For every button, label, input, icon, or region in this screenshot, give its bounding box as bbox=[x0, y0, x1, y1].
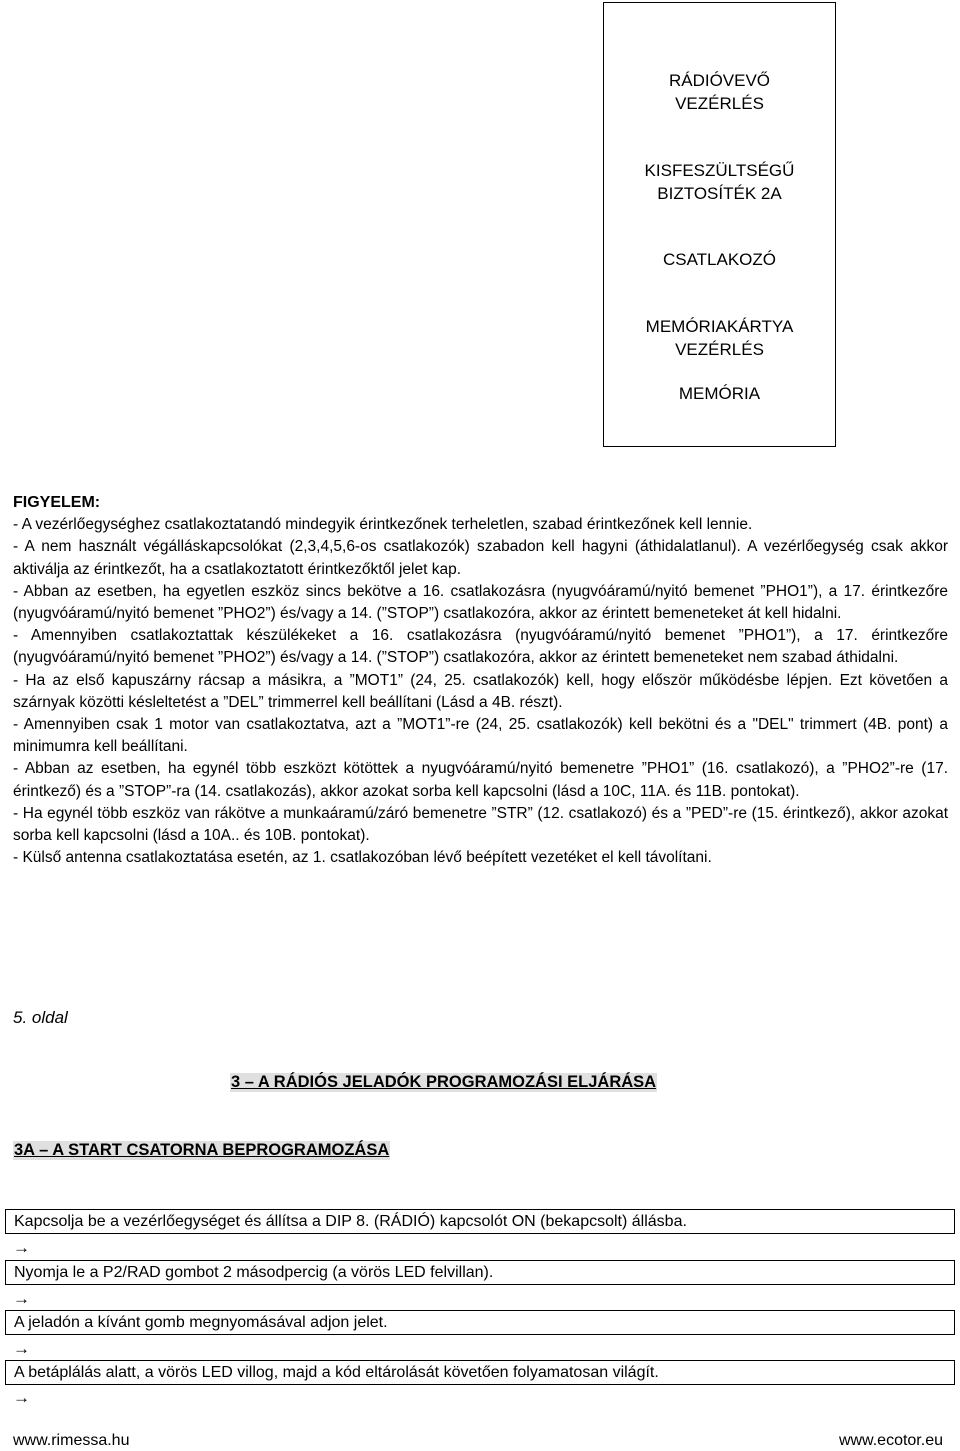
note-paragraph: - Amennyiben csatlakoztattak készülékeket a 16. csatlakozásra (nyugvóáramú/nyitó bemenet ”PHO1”), a 17. érintkezőre (nyugvóáramú/nyitó bemenet ”PHO2”) és/vagy a 14. (”STOP”) csatlakozóra, akkor az érintett bemeneteket nem szabad áthidalni. bbox=[13, 627, 948, 667]
diagram-label-box bbox=[603, 2, 836, 447]
step-box-4: A betáplálás alatt, a vörös LED villog, majd a kód eltárolását követően folyamatosan világít. bbox=[5, 1360, 955, 1385]
note-paragraph: - Ha egynél több eszköz van rákötve a munkaáramú/záró bemenetre ”STR” (12. csatlakozó) és a ”PED”-re (15. érintkező), akkor azokat sorba kell kapcsolni (lásd a 10A.. és 10B. pontokat). bbox=[13, 804, 948, 845]
note-paragraph: - Külső antenna csatlakoztatása esetén, az 1. csatlakozóban lévő beépített vezetéket el kell távolítani. bbox=[13, 849, 712, 867]
arrow-icon: → bbox=[13, 1238, 30, 1257]
note-paragraph: - Ha az első kapuszárny rácsap a másikra, a ”MOT1” (24, 25. csatlakozók) kell, hogy először működésbe lépjen. Ezt követően a szárnyak közötti késleltetést a ”DEL” trimmerrel kell beállítani (Lásd a 4B. részt). bbox=[13, 671, 948, 711]
page-number: 5. oldal bbox=[13, 1008, 68, 1027]
footer-link-rimessa[interactable]: www.rimessa.hu bbox=[13, 1432, 130, 1449]
warning-notes bbox=[13, 492, 948, 869]
arrow-icon: → bbox=[13, 1289, 30, 1308]
step-box-3: A jeladón a kívánt gomb megnyomásával adjon jelet. bbox=[5, 1310, 955, 1335]
label-radio-control: RÁDIÓVEVŐ VEZÉRLÉS bbox=[668, 71, 771, 113]
label-memory: MEMÓRIA bbox=[678, 384, 761, 403]
section-title: 3 – A RÁDIÓS JELADÓK PROGRAMOZÁSI ELJÁRÁSA bbox=[231, 1073, 657, 1091]
arrow-icon: → bbox=[13, 1339, 30, 1358]
footer-link-ecotor[interactable]: www.ecotor.eu bbox=[838, 1432, 943, 1449]
note-paragraph: - Abban az esetben, ha egyetlen eszköz sincs bekötve a 16. csatlakozásra (nyugvóáramú/nyitó bemenet ”PHO1”), a 17. érintkezőre (nyugvóáramú/nyitó bemenet ”PHO2”) és/vagy a 14. (”STOP”) csatlakozóra, akkor az érintett bemeneteket át kell hidalni. bbox=[13, 582, 948, 623]
note-paragraph: - Abban az esetben, ha egynél több eszközt kötöttek a nyugvóáramú/nyitó bemenetre ”PHO1” (16. csatlakozó), a ”PHO2”-re (17. érintkező) és a ”STOP”-ra (14. csatlakozás), akkor azokat sorba kell kapcsolni (lásd a 10C, 11A. és 11B. pontokat). bbox=[13, 760, 948, 800]
step-box-2: Nyomja le a P2/RAD gombot 2 másodpercig (a vörös LED felvillan). bbox=[5, 1260, 955, 1285]
subsection-title: 3A – A START CSATORNA BEPROGRAMOZÁSA bbox=[14, 1141, 390, 1159]
label-memory-card-control: MEMÓRIAKÁRTYA VEZÉRLÉS bbox=[645, 317, 794, 359]
note-paragraph: - Amennyiben csak 1 motor van csatlakoztatva, azt a ”MOT1”-re (24, 25. csatlakozók) kell bekötni és a "DEL" trimmert (4B. pont) a minimumra kell beállítani. bbox=[13, 716, 948, 756]
step-box-1: Kapcsolja be a vezérlőegységet és állítsa a DIP 8. (RÁDIÓ) kapcsolót ON (bekapcsolt) állásba. bbox=[5, 1209, 955, 1234]
label-connector: CSATLAKOZÓ bbox=[662, 250, 777, 269]
note-paragraph: - A vezérlőegységhez csatlakoztatandó mindegyik érintkezőnek terheletlen, szabad érintkezőnek kell lennie. bbox=[13, 516, 753, 534]
note-paragraph: - A nem használt végálláskapcsolókat (2,3,4,5,6-os csatlakozók) szabadon kell hagyni (áthidalatlanul). A vezérlőegység csak akkor aktiválja az érintkezőt, ha a csatlakoztatott érintkezőktől jelet kap. bbox=[13, 538, 948, 578]
label-low-voltage-fuse: KISFESZÜLTSÉGŰ BIZTOSÍTÉK 2A bbox=[644, 161, 795, 203]
warning-heading: FIGYELEM: bbox=[13, 494, 101, 511]
arrow-icon: → bbox=[13, 1388, 30, 1407]
